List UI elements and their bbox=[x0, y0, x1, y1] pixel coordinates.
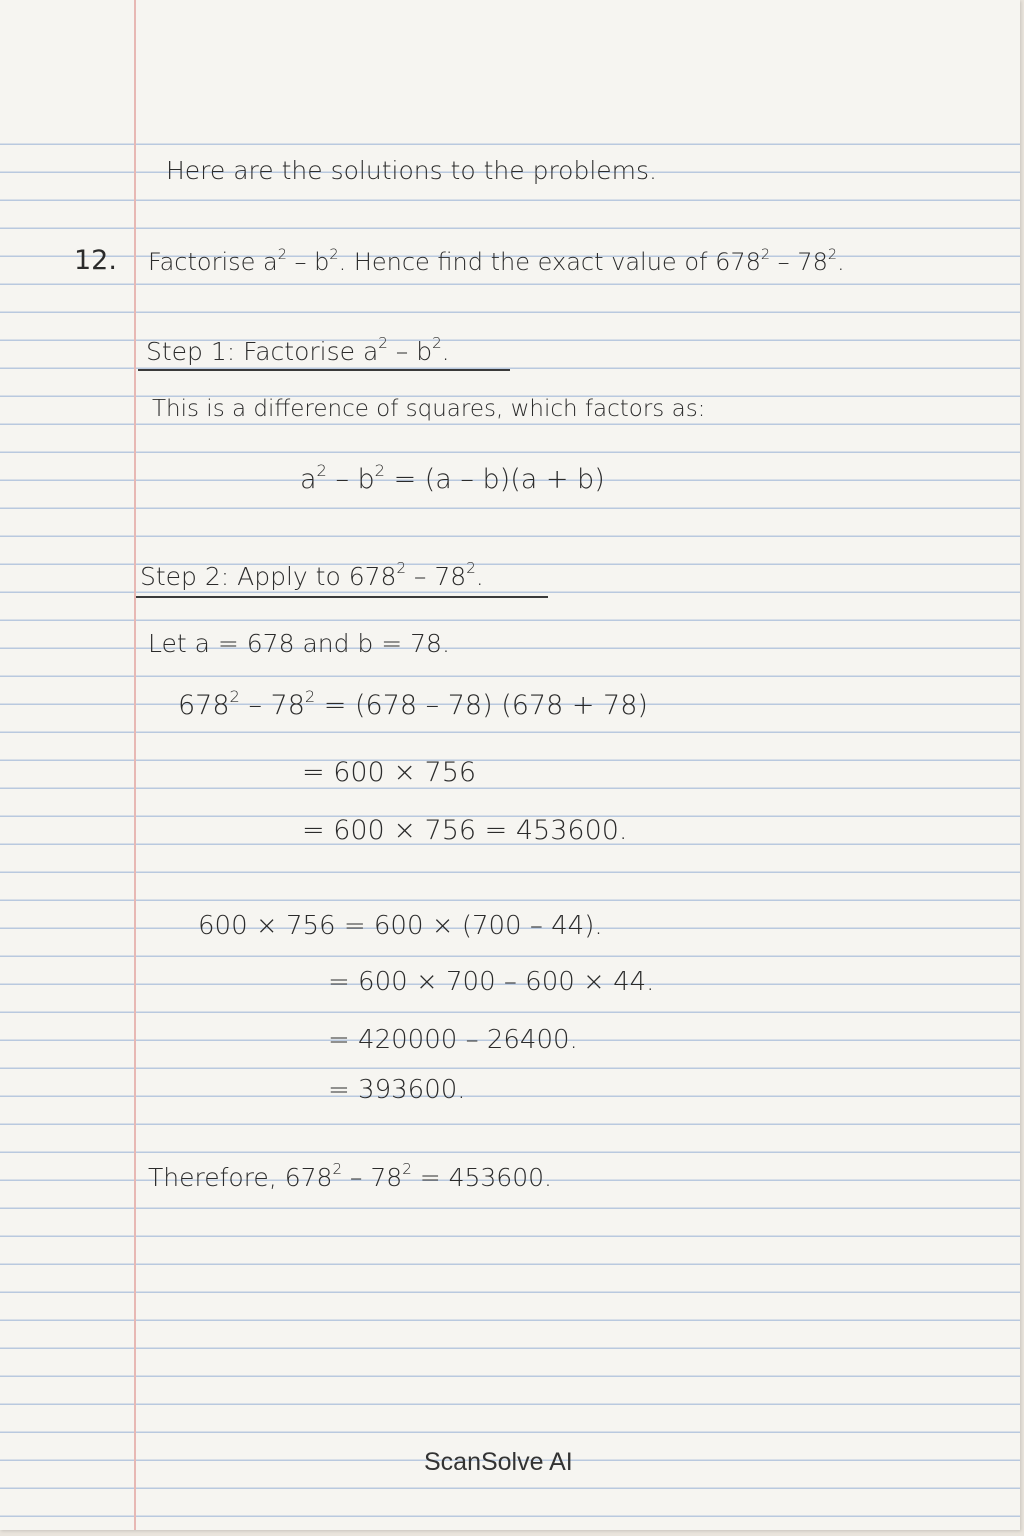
calc-line1: 600 × 756 = 600 × (700 – 44). bbox=[198, 911, 603, 941]
problem-statement: Factorise $a^2 - b^2$. Hence find the exact value of $678^2 - 78^2$. bbox=[148, 246, 845, 276]
step2-let: Let a = 678 and b = 78. bbox=[148, 629, 450, 658]
footer-brand: ScanSolve AI bbox=[424, 1448, 573, 1476]
step2-underline bbox=[136, 596, 548, 598]
step2-line2: = 600 × 756 bbox=[302, 757, 477, 788]
step1-heading: Step 1: Factorise $a^2 - b^2$. bbox=[146, 334, 450, 366]
calc-line4: = 393600. bbox=[328, 1075, 466, 1105]
calc-line2: = 600 × 700 – 600 × 44. bbox=[328, 967, 655, 997]
margin-line bbox=[134, 0, 136, 1530]
step1-underline bbox=[138, 369, 510, 371]
step2-heading: Step 2: Apply to $678^2 - 78^2$. bbox=[140, 559, 484, 591]
problem-number: 12. bbox=[74, 245, 117, 276]
intro-text: Here are the solutions to the problems. bbox=[166, 156, 657, 185]
calc-line3: = 420000 – 26400. bbox=[328, 1025, 578, 1055]
step1-formula: $a^2 - b^2 = (a - b)(a + b)$ bbox=[300, 460, 605, 495]
step2-line3: = 600 × 756 = 453600. bbox=[302, 815, 628, 846]
conclusion: Therefore, $678^2 - 78^2 = 453600$. bbox=[148, 1160, 552, 1192]
step1-body: This is a difference of squares, which factors as: bbox=[152, 396, 706, 422]
step2-line1: $678^2 - 78^2 = (678 - 78) (678 + 78)$ bbox=[178, 686, 648, 721]
